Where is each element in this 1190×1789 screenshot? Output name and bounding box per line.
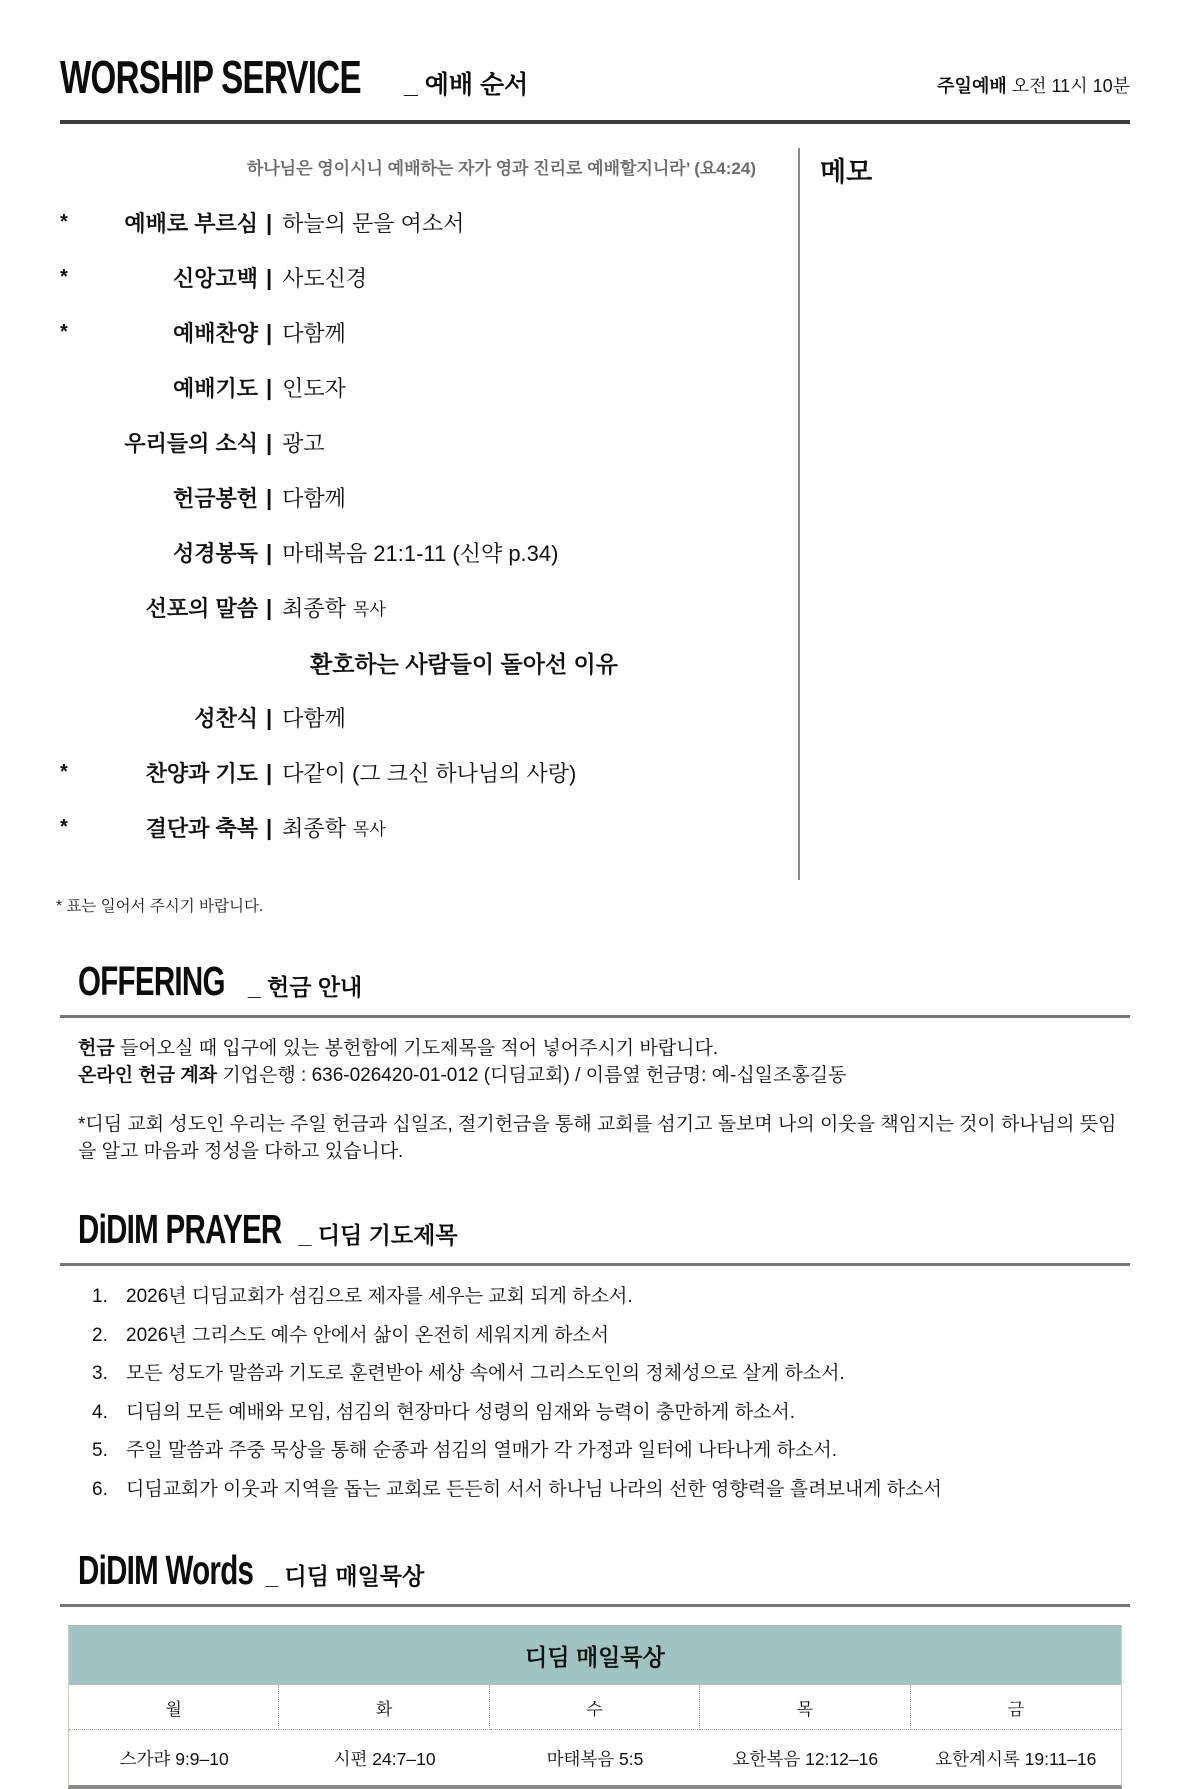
worship-title [60,50,528,104]
offering-title [60,958,1130,1005]
order-value: 최종학 [282,816,346,841]
stand-asterisk: * [60,321,68,343]
prayer-item-number: 3. [92,1363,108,1385]
order-value: 인도자 [282,376,346,401]
order-item [60,580,798,635]
prayer-item [92,1323,1130,1349]
prayer-title-en: DiDIM PRAYER [78,1205,282,1252]
separator-pipe: | [266,539,273,565]
order-item [60,305,798,360]
reading-cell: 시편 24:7–10 [333,1748,436,1769]
reading-cell: 요한계시록 19:11–16 [935,1748,1097,1769]
reading-cell: 스가랴 9:9–10 [119,1748,229,1769]
order-item [60,360,798,415]
words-title-en: DiDIM Words [78,1546,254,1593]
prayer-item-number: 5. [92,1440,108,1462]
separator-pipe: | [266,704,273,730]
order-item [60,690,798,745]
prayer-list [60,1284,1130,1503]
stand-asterisk: * [60,761,68,783]
words-title-ko: _ 디딤 매일묵상 [265,1562,425,1589]
order-item [60,745,798,800]
day-header: 수 [490,1685,700,1730]
separator-pipe: | [266,814,273,840]
worship-order-column [60,148,798,880]
order-suffix: 목사 [352,600,386,619]
offering-line1-text: 들어오실 때 입구에 있는 봉헌함에 기도제목을 적어 넣어주시기 바랍니다. [114,1038,719,1059]
separator-pipe: | [266,209,273,235]
order-value: 다함께 [282,486,346,511]
order-value: 다같이 (그 크신 하나님의 사랑) [282,761,577,786]
worship-title-en: WORSHIP SERVICE [60,51,361,103]
separator-pipe: | [266,429,273,455]
order-label: 예배기도 [172,376,258,401]
stand-footnote: * 표는 일어서 주시기 바랍니다. [56,898,264,915]
order-label: 신앙고백 [172,266,258,291]
stand-asterisk: * [60,266,68,288]
prayer-item [92,1361,1130,1387]
memo-panel [798,148,1130,880]
prayer-title [60,1206,1130,1253]
order-label: 결단과 축복 [145,816,258,841]
service-time-value: 오전 11시 10분 [1006,76,1130,96]
service-time-label: 주일예배 [937,76,1007,96]
memo-label: 메모 [820,157,873,187]
sermon-title-row [60,635,798,690]
words-title [60,1547,1130,1594]
stand-asterisk: * [60,211,68,233]
offering-line2-text: 기업은행 : 636-026420-01-012 (디딤교회) / 이름옆 헌금명: 예-십일조홍길동 [217,1064,847,1086]
separator-pipe: | [266,759,273,785]
offering-info [60,1036,1130,1166]
prayer-item-number: 2. [92,1324,108,1346]
stand-asterisk: * [60,816,68,838]
order-value: 하늘의 문을 여소서 [282,211,465,236]
prayer-item [92,1477,1130,1503]
order-item [60,525,798,580]
order-label: 선포의 말씀 [145,596,258,621]
offering-line2-label: 온라인 헌금 계좌 [78,1064,218,1086]
reading-cell: 마태복음 5:5 [546,1748,644,1769]
worship-header [60,0,1130,104]
order-item [60,195,798,250]
offering-title-ko: _ 헌금 안내 [247,974,363,1000]
prayer-item-text: 2026년 그리스도 예수 안에서 삶이 온전히 세워지게 하소서 [126,1324,610,1346]
prayer-title-ko: _ 디딤 기도제목 [298,1221,458,1248]
offering-note: *디딤 교회 성도인 우리는 주일 헌금과 십일조, 절기헌금을 통해 교회를 섬기고 돌보며 나의 이웃을 책임지는 것이 하나님의 뜻임을 알고 마음과 정성을 다하고 있습니다. [78,1113,1117,1162]
service-time [937,72,1130,104]
day-header: 금 [911,1685,1121,1730]
order-value: 다함께 [282,321,346,346]
offering-title-en: OFFERING [78,958,225,1004]
order-item [60,415,798,470]
offering-line2 [78,1063,1130,1090]
header-rule [60,120,1130,124]
order-label: 헌금봉헌 [172,486,258,511]
worship-order-list [60,195,798,855]
separator-pipe: | [266,264,273,290]
order-value: 광고 [282,431,325,456]
section-rule [60,1015,1130,1018]
prayer-item-text: 모든 성도가 말씀과 기도로 훈련받아 세상 속에서 그리스도인의 정체성으로 살게 하소서. [126,1363,845,1385]
separator-pipe: | [266,594,273,620]
scripture-verse: 하나님은 영이시니 예배하는 자가 영과 진리로 예배할지니라’ (요4:24) [246,159,756,178]
separator-pipe: | [266,484,273,510]
prayer-item-text: 2026년 디딤교회가 섬김으로 제자를 세우는 교회 되게 하소서. [126,1285,633,1307]
worship-main [60,148,1130,880]
prayer-item-text: 주일 말씀과 주중 묵상을 통해 순종과 섬김의 열매가 각 가정과 일터에 나타나게 하소서. [126,1440,838,1462]
reading-cell: 요한복음 12:12–16 [732,1748,879,1769]
order-label: 예배찬양 [172,321,258,346]
order-value: 다함께 [282,706,346,731]
devotion-table-title: 디딤 매일묵상 [69,1626,1121,1685]
worship-title-ko: _ 예배 순서 [403,71,529,99]
order-item [60,470,798,525]
order-value: 마태복음 21:1-11 (신약 p.34) [282,541,559,566]
separator-pipe: | [266,374,273,400]
day-header: 화 [279,1685,489,1730]
order-label: 성찬식 [194,706,258,731]
offering-line1-label: 헌금 [78,1038,115,1059]
devotion-day-header-row [69,1685,1121,1730]
devotion-table [68,1625,1122,1789]
prayer-item [92,1438,1130,1464]
prayer-item-number: 6. [92,1479,108,1501]
order-value: 사도신경 [282,266,368,291]
section-rule [60,1604,1130,1607]
order-suffix: 목사 [352,820,386,839]
prayer-item [92,1284,1130,1310]
order-item [60,250,798,305]
order-value: 최종학 [282,596,346,621]
prayer-item-number: 1. [92,1285,108,1307]
order-item [60,800,798,855]
devotion-reading-row [69,1730,1121,1785]
sermon-title: 환호하는 사람들이 돌아선 이유 [309,651,618,677]
prayer-item-number: 4. [92,1401,108,1423]
prayer-item-text: 디딤의 모든 예배와 모임, 섬김의 현장마다 성령의 임재와 능력이 충만하게 하소서. [126,1401,796,1423]
day-header: 월 [69,1685,279,1730]
order-label: 예배로 부르심 [124,211,258,236]
order-label: 성경봉독 [172,541,258,566]
section-rule [60,1263,1130,1266]
separator-pipe: | [266,319,273,345]
order-label: 찬양과 기도 [145,761,258,786]
offering-line1 [78,1036,1130,1063]
day-header: 목 [700,1685,910,1730]
order-label: 우리들의 소식 [124,431,258,456]
prayer-item [92,1400,1130,1426]
prayer-item-text: 디딤교회가 이웃과 지역을 돕는 교회로 든든히 서서 하나님 나라의 선한 영향력을 흘려보내게 하소서 [126,1479,942,1501]
